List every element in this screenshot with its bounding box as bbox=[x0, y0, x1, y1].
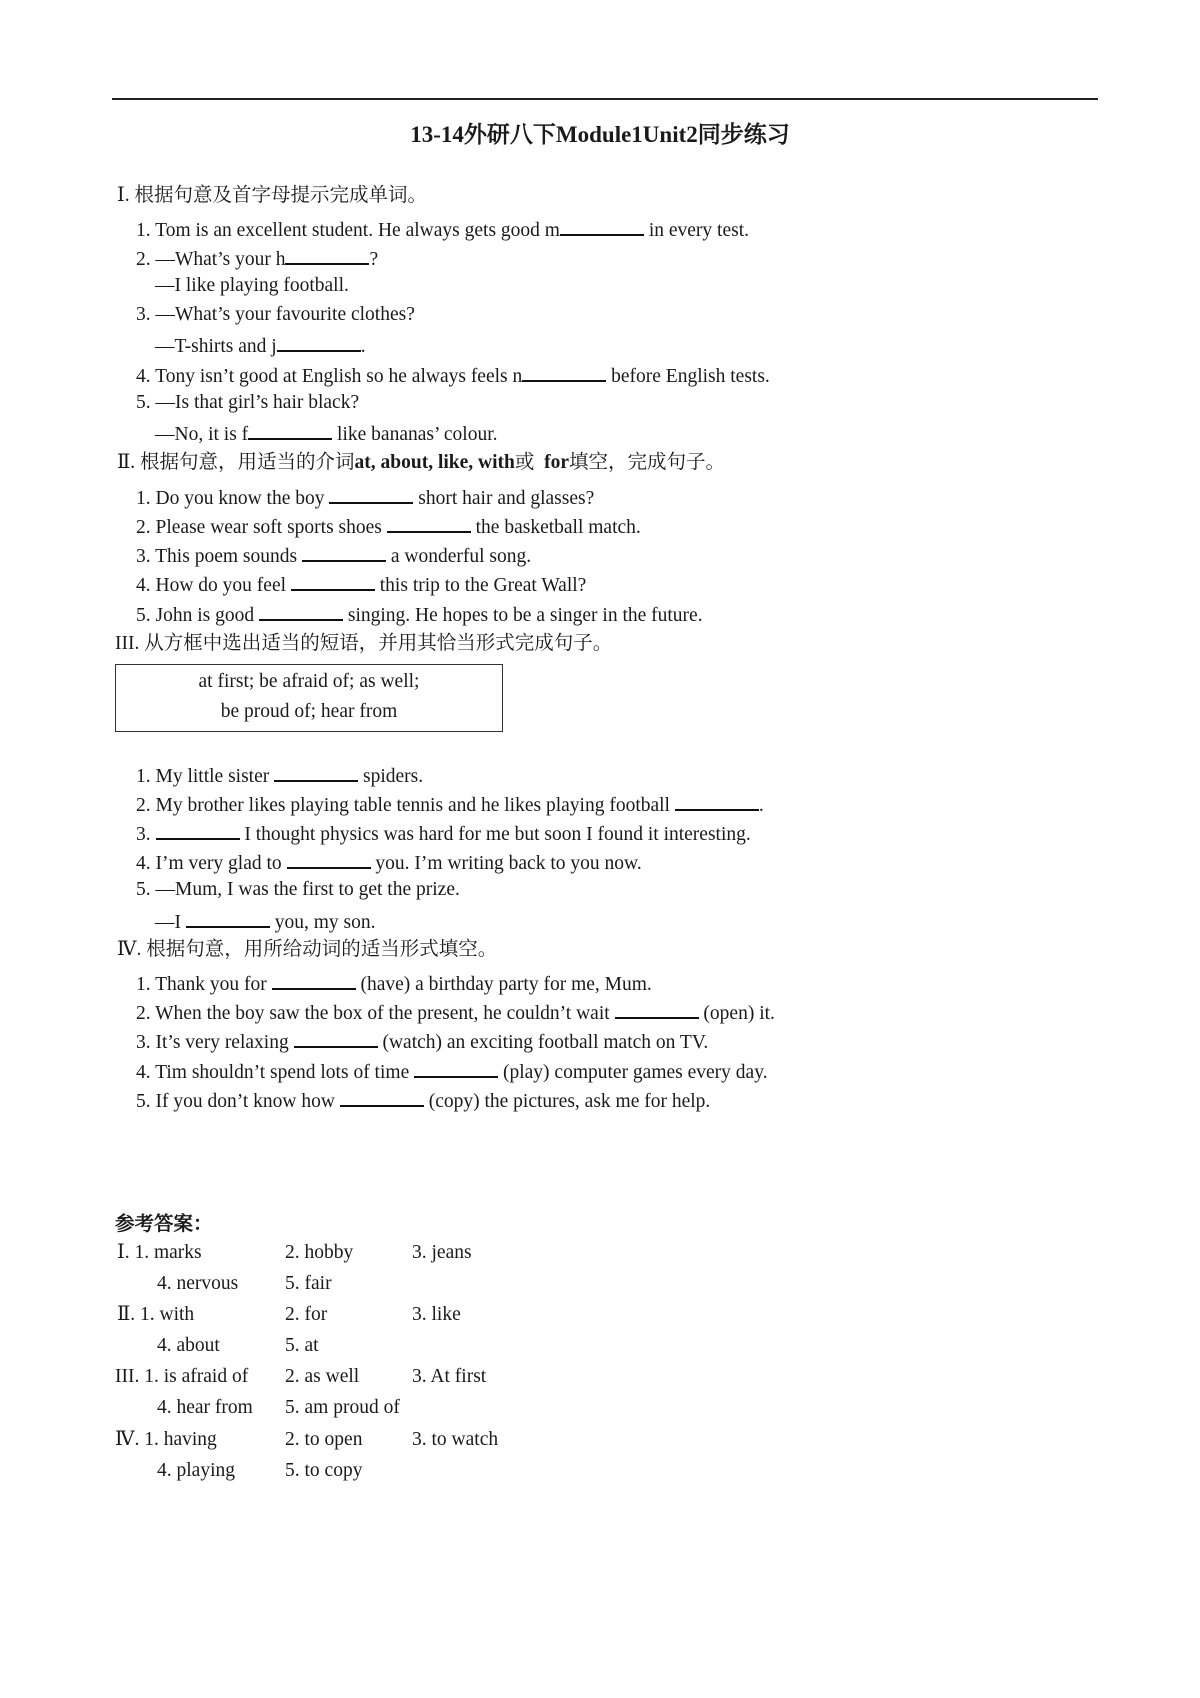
question-2-1 bbox=[136, 484, 594, 511]
text: before English tests. bbox=[606, 366, 770, 387]
answer-r6-c1: 4. hear from bbox=[157, 1397, 253, 1418]
answer-r4-c2: 5. at bbox=[285, 1335, 319, 1356]
answer-r5-c3: 3. At first bbox=[412, 1366, 487, 1387]
text: 3. It’s very relaxing bbox=[136, 1032, 294, 1053]
text: —No, it is f bbox=[155, 424, 249, 445]
text: (copy) the pictures, ask me for help. bbox=[423, 1091, 711, 1112]
text: short hair and glasses? bbox=[413, 488, 595, 509]
section-3-heading: III. 从方框中选出适当的短语，并用其恰当形式完成句子。 bbox=[115, 633, 613, 654]
text: 2. Please wear soft sports shoes bbox=[136, 517, 387, 538]
question-1-3: 3. —What’s your favourite clothes? bbox=[136, 304, 415, 325]
answer-blank[interactable] bbox=[387, 513, 471, 533]
answer-blank[interactable] bbox=[186, 908, 270, 928]
answer-r6-c2: 5. am proud of bbox=[285, 1397, 400, 1418]
phrase-box-line-2: be proud of; hear from bbox=[220, 701, 398, 722]
answer-blank[interactable] bbox=[302, 542, 386, 562]
question-1-2-reply: —I like playing football. bbox=[155, 275, 349, 296]
answer-r8-c1: 4. playing bbox=[157, 1460, 235, 1481]
answer-blank[interactable] bbox=[272, 970, 356, 990]
text: (play) computer games every day. bbox=[498, 1062, 768, 1083]
text: (watch) an exciting football match on TV. bbox=[377, 1032, 709, 1053]
answer-blank[interactable] bbox=[560, 216, 644, 236]
text: 2. —What’s your h bbox=[136, 249, 286, 270]
answer-blank[interactable] bbox=[291, 571, 375, 591]
text: —T-shirts and j bbox=[155, 336, 277, 357]
text: 4. Tim shouldn’t spend lots of time bbox=[136, 1062, 415, 1083]
question-4-1 bbox=[136, 970, 652, 997]
question-4-3 bbox=[136, 1028, 708, 1055]
answer-blank[interactable] bbox=[294, 1028, 378, 1048]
answer-blank[interactable] bbox=[274, 762, 358, 782]
text: 或 bbox=[514, 452, 545, 473]
answer-blank[interactable] bbox=[414, 1058, 498, 1078]
text: Ⅱ. 根据句意，用适当的介词 bbox=[117, 452, 355, 473]
answer-r2-c2: 5. fair bbox=[285, 1273, 332, 1294]
question-2-4 bbox=[136, 571, 586, 598]
section-1-heading: Ⅰ. 根据句意及首字母提示完成单词。 bbox=[117, 185, 427, 206]
text: 5. If you don’t know how bbox=[136, 1091, 340, 1112]
text: 1. My little sister bbox=[136, 766, 275, 787]
text: 3. This poem sounds bbox=[136, 546, 302, 567]
text: 填空，完成句子。 bbox=[569, 452, 726, 473]
answer-blank[interactable] bbox=[259, 601, 343, 621]
question-1-2 bbox=[136, 245, 378, 272]
text: I thought physics was hard for me but soon I found it interesting. bbox=[239, 824, 751, 845]
text: —I bbox=[155, 912, 186, 933]
text: you. I’m writing back to you now. bbox=[370, 853, 642, 874]
text: 2. My brother likes playing table tennis and he likes playing football bbox=[136, 795, 675, 816]
answer-blank[interactable] bbox=[285, 245, 369, 265]
answer-r1-c3: 3. jeans bbox=[412, 1242, 472, 1263]
answer-blank[interactable] bbox=[329, 484, 413, 504]
answer-blank[interactable] bbox=[522, 362, 606, 382]
answer-blank[interactable] bbox=[287, 849, 371, 869]
text: 4. Tony isn’t good at English so he always feels n bbox=[136, 366, 523, 387]
text: (open) it. bbox=[698, 1003, 775, 1024]
text: in every test. bbox=[643, 220, 750, 241]
question-3-5-reply bbox=[155, 908, 376, 935]
answer-blank[interactable] bbox=[340, 1087, 424, 1107]
text: (have) a birthday party for me, Mum. bbox=[355, 974, 652, 995]
answer-r2-c1: 4. nervous bbox=[157, 1273, 239, 1294]
answer-r3-c2: 2. for bbox=[285, 1304, 328, 1325]
answer-r7-c2: 2. to open bbox=[285, 1429, 363, 1450]
answer-r4-c1: 4. about bbox=[157, 1335, 220, 1356]
question-3-5: 5. —Mum, I was the first to get the prize. bbox=[136, 879, 460, 900]
text: singing. He hopes to be a singer in the future. bbox=[342, 605, 703, 626]
text: 4. I’m very glad to bbox=[136, 853, 287, 874]
question-2-2 bbox=[136, 513, 641, 540]
top-rule bbox=[112, 98, 1098, 100]
question-4-2 bbox=[136, 999, 775, 1026]
answer-r7-c3: 3. to watch bbox=[412, 1429, 499, 1450]
text: 1. Do you know the boy bbox=[136, 488, 330, 509]
question-1-5: 5. —Is that girl’s hair black? bbox=[136, 392, 360, 413]
page-title: 13-14外研八下Module1Unit2同步练习 bbox=[410, 122, 790, 147]
text: 1. Thank you for bbox=[136, 974, 272, 995]
answer-blank[interactable] bbox=[248, 420, 332, 440]
text: spiders. bbox=[358, 766, 424, 787]
answer-blank[interactable] bbox=[156, 820, 240, 840]
question-2-3 bbox=[136, 542, 531, 569]
text: 5. John is good bbox=[136, 605, 259, 626]
text: ? bbox=[369, 249, 379, 270]
answer-blank[interactable] bbox=[615, 999, 699, 1019]
question-3-1 bbox=[136, 762, 423, 789]
answer-blank[interactable] bbox=[675, 791, 759, 811]
question-4-4 bbox=[136, 1058, 768, 1085]
text: 3. bbox=[136, 824, 156, 845]
section-2-heading bbox=[117, 451, 725, 475]
text: at, about, like, with bbox=[354, 452, 515, 473]
text: this trip to the Great Wall? bbox=[374, 575, 587, 596]
question-1-4 bbox=[136, 362, 770, 389]
text: you, my son. bbox=[269, 912, 376, 933]
text: for bbox=[544, 452, 570, 473]
answer-blank[interactable] bbox=[277, 332, 361, 352]
question-1-1 bbox=[136, 216, 749, 243]
answer-r3-c1: Ⅱ. 1. with bbox=[117, 1304, 195, 1325]
question-4-5 bbox=[136, 1087, 710, 1114]
question-3-2 bbox=[136, 791, 764, 818]
answer-r8-c2: 5. to copy bbox=[285, 1460, 363, 1481]
text: 1. Tom is an excellent student. He always gets good m bbox=[136, 220, 560, 241]
text: . bbox=[360, 336, 366, 357]
answer-r1-c2: 2. hobby bbox=[285, 1242, 354, 1263]
answer-r7-c1: Ⅳ. 1. having bbox=[115, 1429, 217, 1450]
phrase-box-line-1: at first; be afraid of; as well; bbox=[198, 671, 420, 692]
text: 2. When the boy saw the box of the present, he couldn’t wait bbox=[136, 1003, 615, 1024]
text: 4. How do you feel bbox=[136, 575, 291, 596]
answer-r3-c3: 3. like bbox=[412, 1304, 461, 1325]
question-2-5 bbox=[136, 601, 703, 628]
text: like bananas’ colour. bbox=[332, 424, 498, 445]
question-1-3-reply bbox=[155, 332, 366, 359]
answer-r1-c1: Ⅰ. 1. marks bbox=[117, 1242, 202, 1263]
question-1-5-reply bbox=[155, 420, 498, 447]
question-3-3 bbox=[136, 820, 751, 847]
answer-key-label: 参考答案： bbox=[115, 1214, 213, 1235]
text: a wonderful song. bbox=[385, 546, 532, 567]
text: . bbox=[758, 795, 764, 816]
section-4-heading: Ⅳ. 根据句意，用所给动词的适当形式填空。 bbox=[117, 939, 498, 960]
answer-r5-c2: 2. as well bbox=[285, 1366, 360, 1387]
text: the basketball match. bbox=[470, 517, 641, 538]
phrase-box bbox=[115, 664, 503, 732]
question-3-4 bbox=[136, 849, 642, 876]
answer-r5-c1: III. 1. is afraid of bbox=[115, 1366, 249, 1387]
